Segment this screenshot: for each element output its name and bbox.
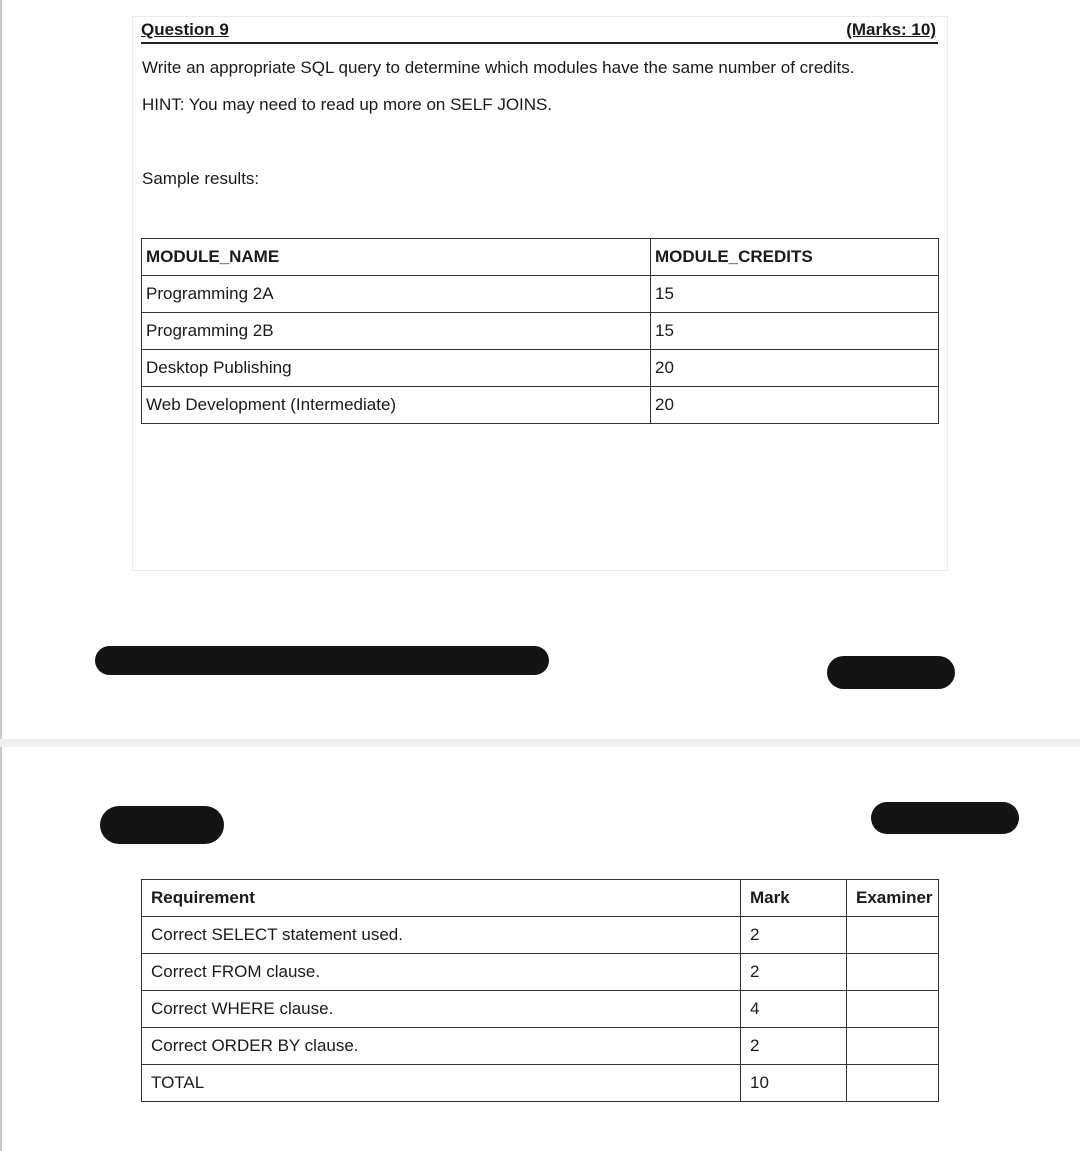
- redaction-bar-header-right: [871, 802, 1019, 834]
- requirement-cell: Correct FROM clause.: [142, 954, 741, 991]
- examiner-cell: [847, 991, 939, 1028]
- table-header-row: [142, 880, 939, 917]
- page-separator: [0, 739, 1080, 747]
- table-row: [142, 313, 939, 350]
- mark-cell: 2: [741, 1028, 847, 1065]
- table-row: [142, 350, 939, 387]
- redaction-bar-header-left: [100, 806, 224, 844]
- mark-cell: 10: [741, 1065, 847, 1102]
- mark-cell: 2: [741, 954, 847, 991]
- redaction-bar-footer-right: [827, 656, 955, 689]
- table-row: [142, 954, 939, 991]
- column-header-module-name: MODULE_NAME: [142, 239, 651, 276]
- requirement-cell: Correct WHERE clause.: [142, 991, 741, 1028]
- sample-results-label: Sample results:: [142, 169, 260, 188]
- requirement-cell: Correct ORDER BY clause.: [142, 1028, 741, 1065]
- question-header: [141, 20, 938, 44]
- module-credits-cell: 20: [651, 350, 939, 387]
- mark-cell: 4: [741, 991, 847, 1028]
- marking-rubric-table: [141, 879, 939, 1102]
- table-row-total: [142, 1065, 939, 1102]
- module-name-cell: Web Development (Intermediate): [142, 387, 651, 424]
- redaction-bar-footer-left: [95, 646, 549, 675]
- column-header-requirement: Requirement: [142, 880, 741, 917]
- table-row: [142, 991, 939, 1028]
- table-row: [142, 276, 939, 313]
- module-credits-cell: 15: [651, 313, 939, 350]
- sample-results-table: [141, 238, 939, 424]
- question-prompt: Write an appropriate SQL query to determine which modules have the same number of credits.: [142, 58, 855, 77]
- examiner-cell: [847, 1065, 939, 1102]
- table-header-row: [142, 239, 939, 276]
- question-hint: HINT: You may need to read up more on SELF JOINS.: [142, 95, 553, 114]
- module-credits-cell: 15: [651, 276, 939, 313]
- question-title: Question 9: [141, 20, 229, 39]
- table-row: [142, 387, 939, 424]
- module-name-cell: Desktop Publishing: [142, 350, 651, 387]
- column-header-examiner: Examiner: [847, 880, 939, 917]
- requirement-cell: TOTAL: [142, 1065, 741, 1102]
- requirement-cell: Correct SELECT statement used.: [142, 917, 741, 954]
- examiner-cell: [847, 954, 939, 991]
- question-marks: (Marks: 10): [846, 20, 936, 39]
- examiner-cell: [847, 1028, 939, 1065]
- module-credits-cell: 20: [651, 387, 939, 424]
- examiner-cell: [847, 917, 939, 954]
- module-name-cell: Programming 2B: [142, 313, 651, 350]
- module-name-cell: Programming 2A: [142, 276, 651, 313]
- table-row: [142, 1028, 939, 1065]
- column-header-module-credits: MODULE_CREDITS: [651, 239, 939, 276]
- mark-cell: 2: [741, 917, 847, 954]
- page-left-edge: [0, 0, 2, 1151]
- table-row: [142, 917, 939, 954]
- column-header-mark: Mark: [741, 880, 847, 917]
